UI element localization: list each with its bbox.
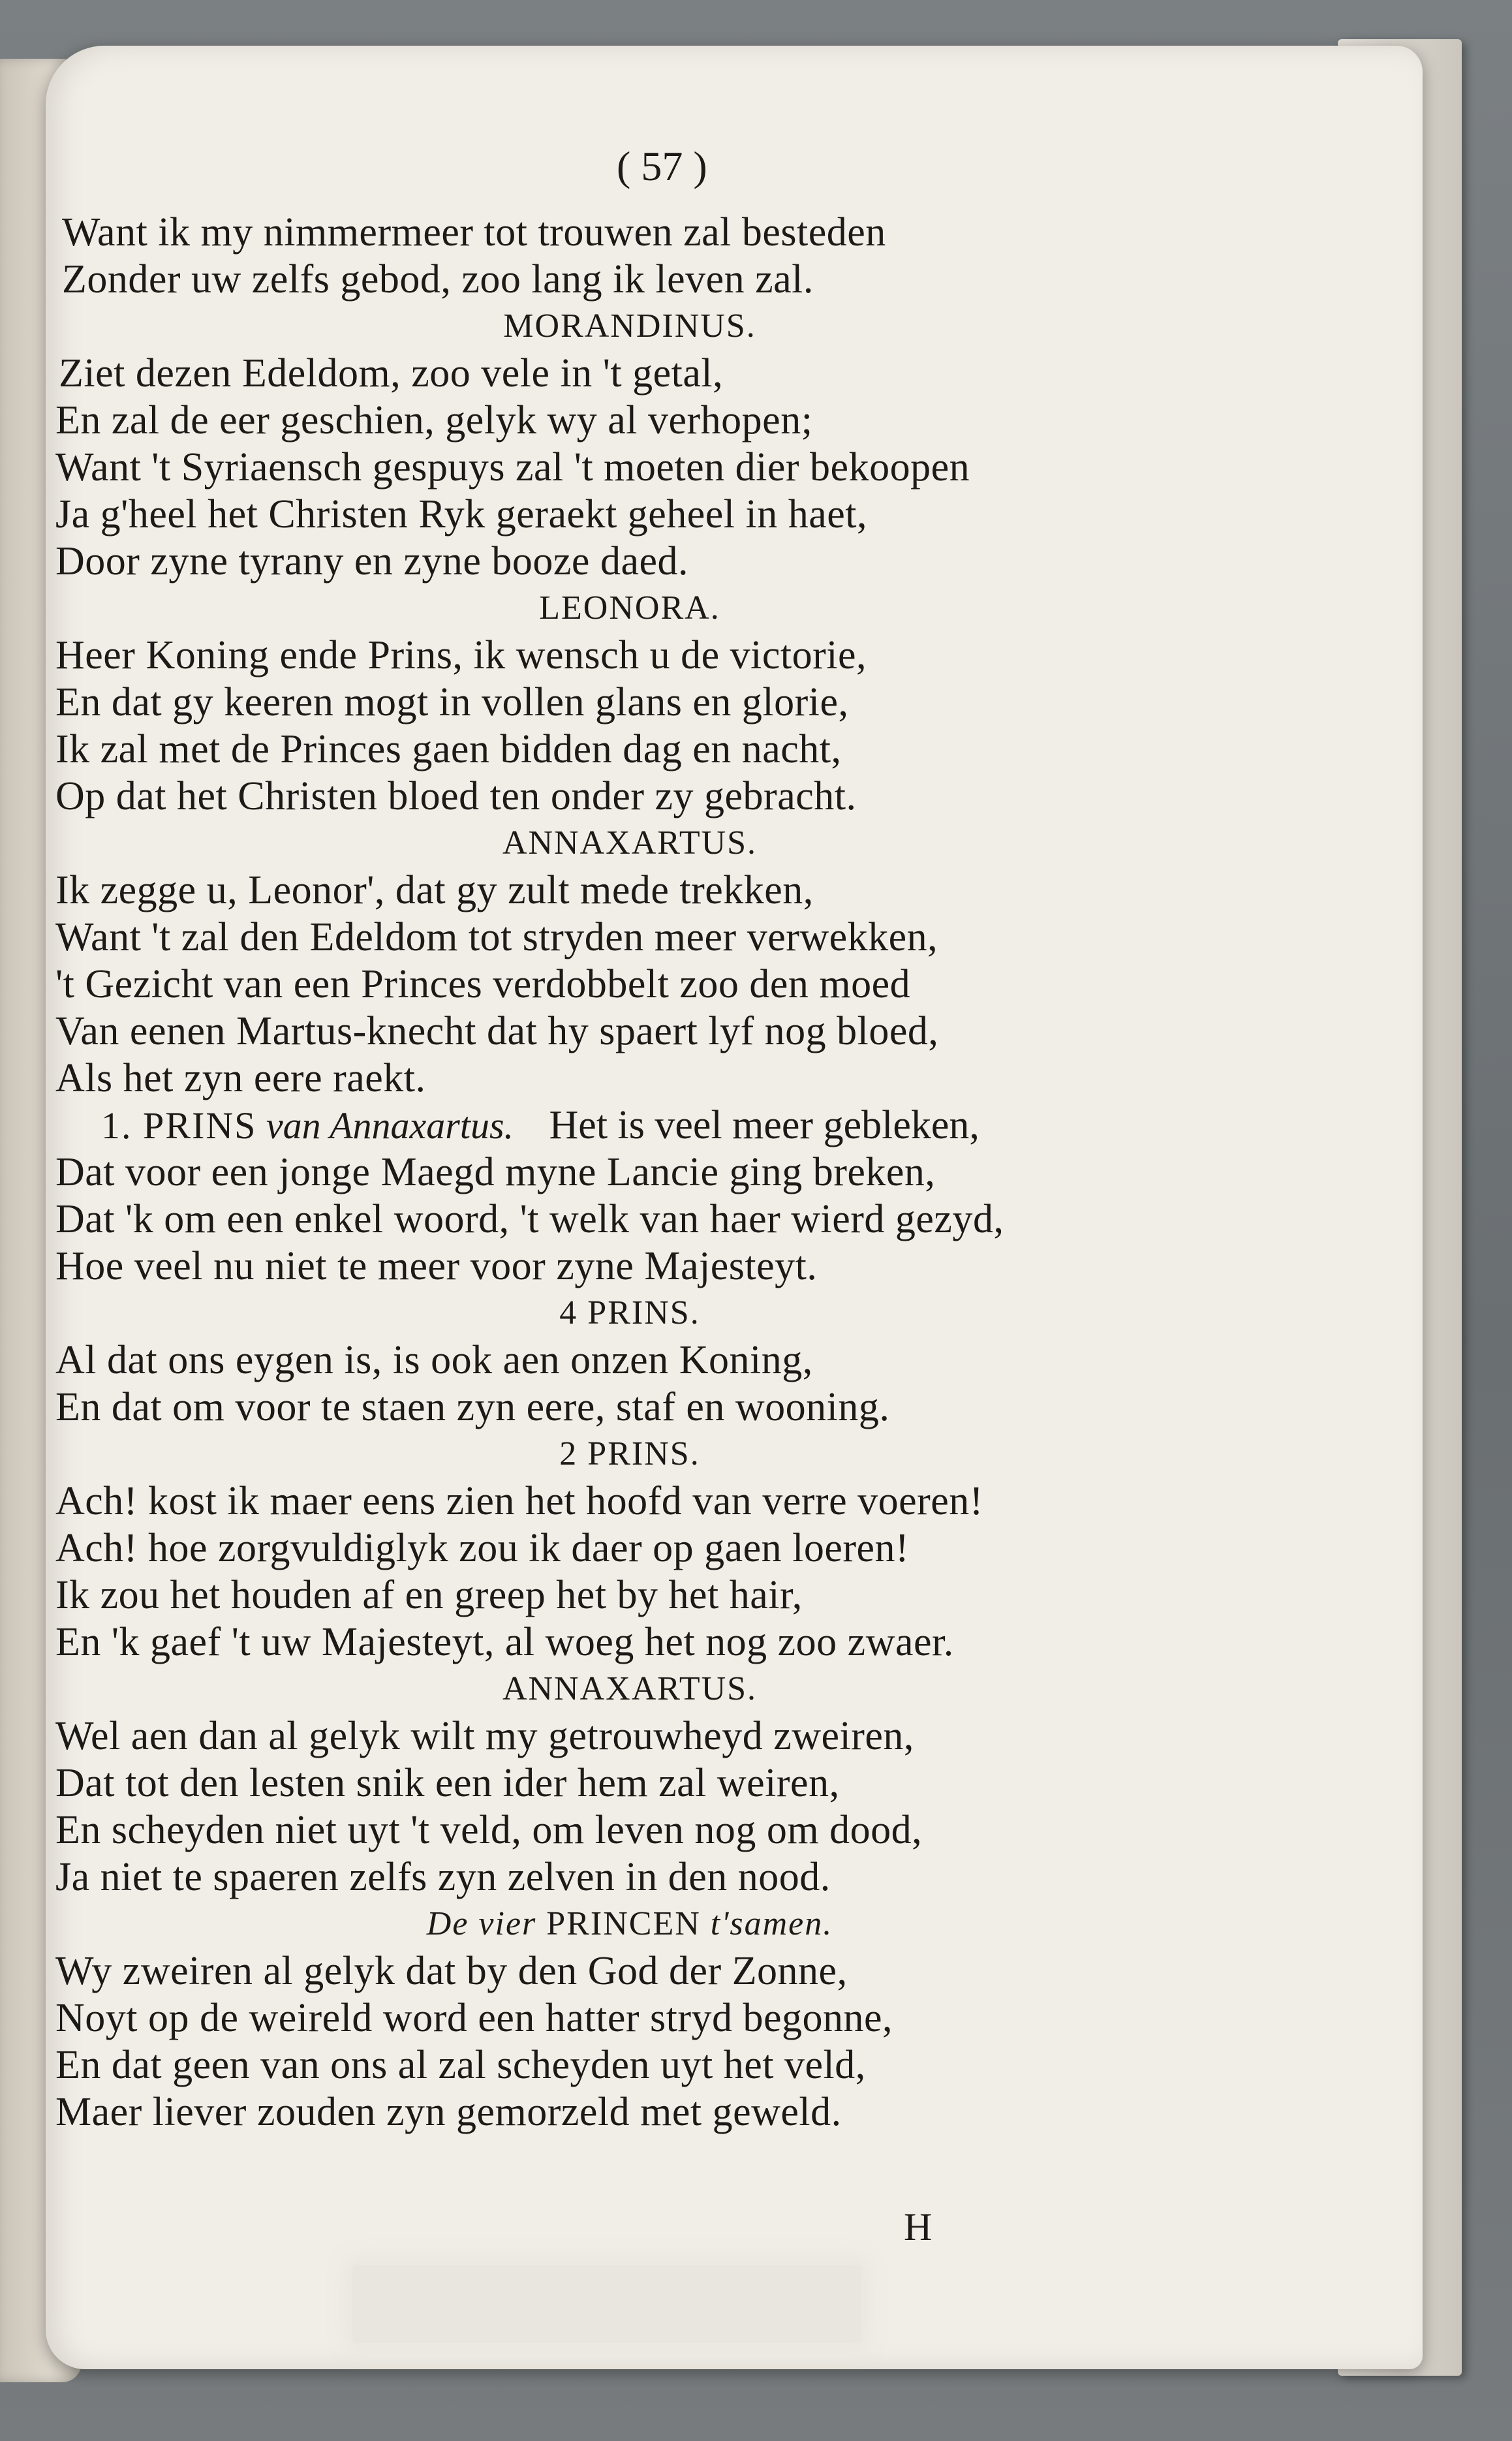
speaker-heading: 4 PRINS. <box>559 1294 700 1331</box>
speaker-italic: De vier <box>426 1905 537 1942</box>
play-text <box>55 147 1204 2136</box>
speaker-line-prins-1 <box>55 1102 1204 1149</box>
catchword: H <box>904 2205 933 2248</box>
verse-fragment: Het is veel meer gebleken, <box>549 1103 980 1147</box>
speaker-tag: PRINCEN <box>546 1905 701 1942</box>
verse-line: Want ik my nimmermeer tot trouwen zal besteden <box>62 210 886 255</box>
verse-line: Dat voor een jonge Maegd myne Lancie ging breken, <box>55 1150 936 1194</box>
verse-line: Want 't zal den Edeldom tot stryden meer verwekken, <box>55 915 938 959</box>
verse-line: Ik zou het houden af en greep het by het hair, <box>55 1573 803 1617</box>
speaker-heading: MORANDINUS. <box>503 307 756 345</box>
verse-line: Noyt op de weireld word een hatter stryd begonne, <box>55 1996 893 2040</box>
speaker-heading: LEONORA. <box>539 589 720 627</box>
verse-line: Wel aen dan al gelyk wilt my getrouwheyd zweiren, <box>55 1714 914 1758</box>
verse-line: En dat om voor te staen zyn eere, staf en wooning. <box>55 1385 890 1429</box>
verse-line: Ja niet te spaeren zelfs zyn zelven in den nood. <box>55 1855 831 1899</box>
verse-line: Als het zyn eere raekt. <box>55 1056 426 1100</box>
verse-line: Door zyne tyrany en zyne booze daed. <box>55 539 688 583</box>
obscured-label <box>352 2265 861 2343</box>
verse-line: 't Gezicht van een Princes verdobbelt zoo den moed <box>55 962 911 1006</box>
verse-line: Want 't Syriaensch gespuys zal 't moeten dier bekoopen <box>55 445 970 490</box>
speaker-heading-chorus <box>55 1901 1204 1948</box>
verse-line: Ik zal met de Princes gaen bidden dag en nacht, <box>55 727 842 771</box>
verse-line: Ach! hoe zorgvuldiglyk zou ik daer op gaen loeren! <box>55 1526 910 1570</box>
verse-line: Ach! kost ik maer eens zien het hoofd van verre voeren! <box>55 1479 983 1523</box>
verse-line: Zonder uw zelfs gebod, zoo lang ik leven zal. <box>62 257 814 302</box>
speaker-heading: ANNAXARTUS. <box>502 824 758 862</box>
verse-line: Ik zegge u, Leonor', dat gy zult mede trekken, <box>55 868 814 912</box>
verse-line: Hoe veel nu niet te meer voor zyne Majesteyt. <box>55 1244 818 1288</box>
verse-line: Maer liever zouden zyn gemorzeld met geweld. <box>55 2090 842 2134</box>
verse-line: En zal de eer geschien, gelyk wy al verhopen; <box>55 398 813 443</box>
speaker-heading: 2 PRINS. <box>559 1435 700 1472</box>
verse-line: Al dat ons eygen is, is ook aen onzen Koning, <box>55 1338 813 1382</box>
speaker-italic: t'samen. <box>710 1905 833 1942</box>
verse-line: Van eenen Martus-knecht dat hy spaert lyf nog bloed, <box>55 1009 939 1053</box>
page-number: ( 57 ) <box>617 143 707 189</box>
speaker-tag: 1. PRINS <box>101 1104 257 1147</box>
verse-line: En dat gy keeren mogt in vollen glans en glorie, <box>55 680 849 724</box>
speaker-tag-italic: van Annaxartus. <box>266 1104 514 1147</box>
verse-line: Ziet dezen Edeldom, zoo vele in 't getal, <box>59 351 724 396</box>
verse-line: En dat geen van ons al zal scheyden uyt het veld, <box>55 2043 866 2087</box>
verse-line: En 'k gaef 't uw Majesteyt, al woeg het nog zoo zwaer. <box>55 1620 954 1664</box>
verse-line: Dat tot den lesten snik een ider hem zal weiren, <box>55 1761 840 1805</box>
verse-line: En scheyden niet uyt 't veld, om leven nog om dood, <box>55 1808 923 1852</box>
verse-line: Heer Koning ende Prins, ik wensch u de victorie, <box>55 633 867 677</box>
speaker-heading: ANNAXARTUS. <box>502 1670 758 1707</box>
verse-line: Ja g'heel het Christen Ryk geraekt geheel in haet, <box>55 492 867 536</box>
verse-line: Dat 'k om een enkel woord, 't welk van haer wierd gezyd, <box>55 1197 1004 1241</box>
verse-line: Wy zweiren al gelyk dat by den God der Zonne, <box>55 1949 848 1993</box>
verse-line: Op dat het Christen bloed ten onder zy gebracht. <box>55 774 857 818</box>
